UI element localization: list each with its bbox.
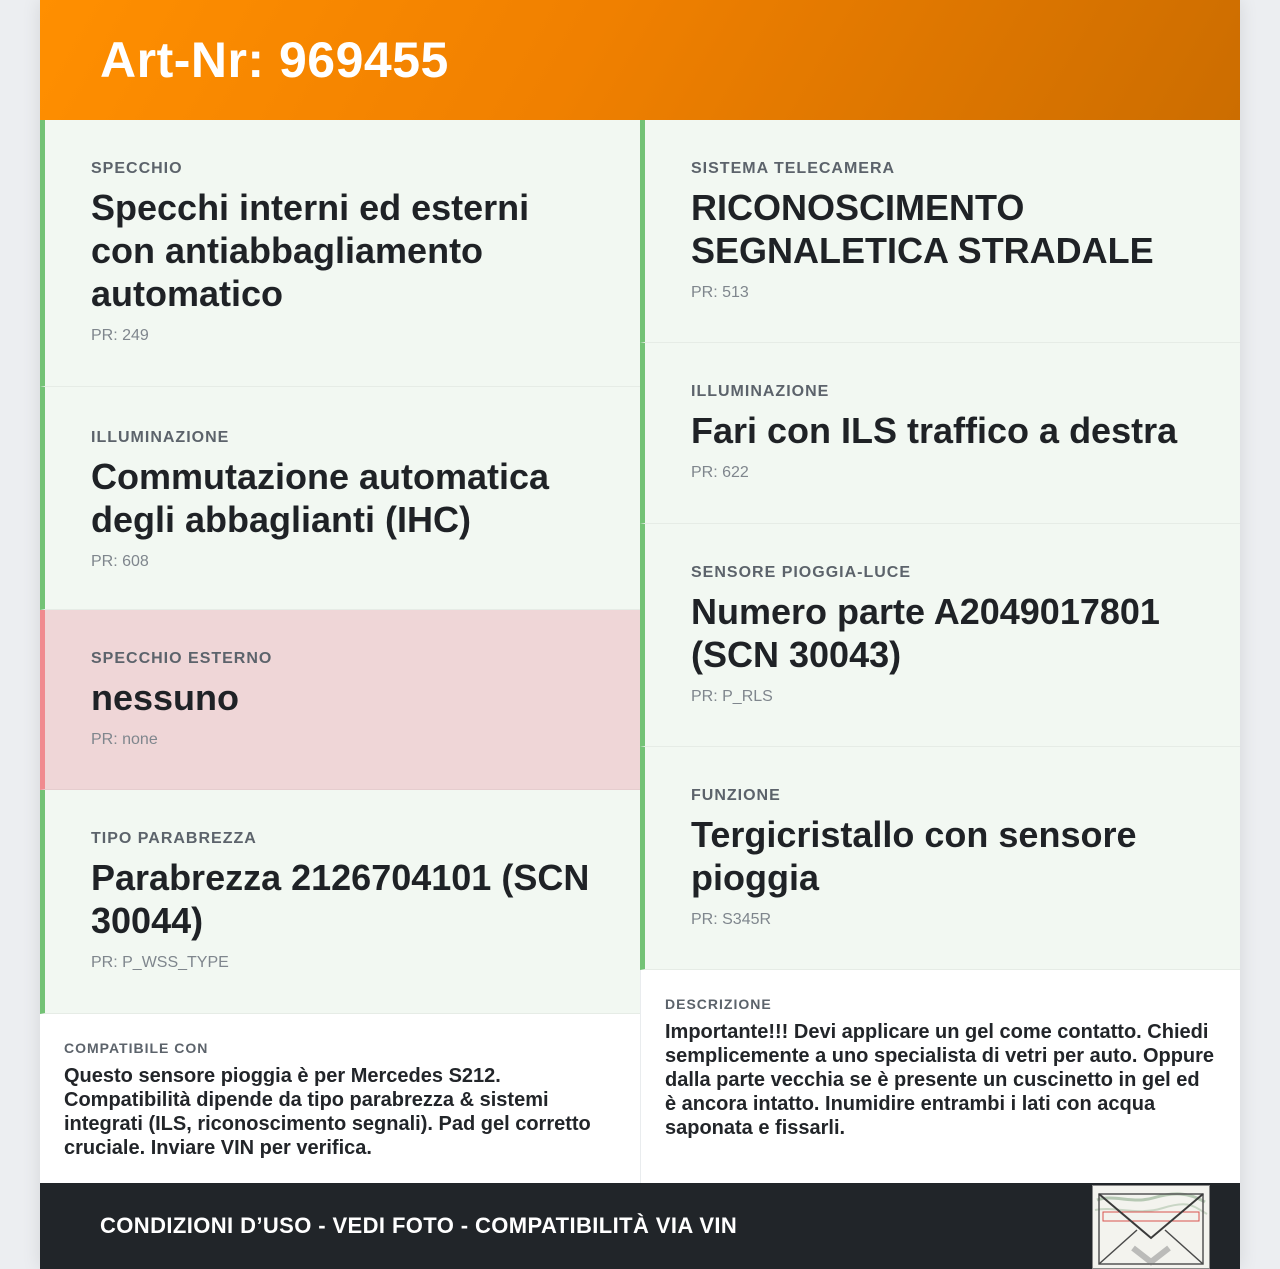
compatibility-label: COMPATIBILE CON <box>64 1040 209 1056</box>
description-text: Importante!!! Devi applicare un gel come contatto. Chiedi semplicemente a uno specialista di vetri per auto. Oppure dalla parte vecchia se è presente un cuscinetto in gel ed è ancora intatto. Inumidire entrambi i lati con acqua saponata e fissarli. <box>665 1021 1215 1139</box>
spec-card-illuminazione-fari <box>640 343 1240 524</box>
spec-value: Tergicristallo con sensore pioggia <box>691 814 1137 898</box>
spec-card-specchio <box>40 120 640 387</box>
description-section <box>640 970 1240 1184</box>
spec-pr-code: PR: S345R <box>691 911 772 928</box>
spec-value: RICONOSCIMENTO SEGNALETICA STRADALE <box>691 187 1154 271</box>
spec-value: Numero parte A2049017801 (SCN 30043) <box>691 591 1160 675</box>
left-column <box>40 120 640 1184</box>
spec-value: Parabrezza 2126704101 (SCN 30044) <box>91 857 590 941</box>
spec-category: SPECCHIO <box>91 160 183 177</box>
spec-pr-code: PR: 622 <box>691 464 749 481</box>
spec-card-sensore-pioggia <box>640 524 1240 747</box>
spec-card-sistema-telecamera <box>640 120 1240 343</box>
page <box>40 0 1240 1269</box>
spec-pr-code: PR: 513 <box>691 284 749 301</box>
spec-pr-code: PR: P_RLS <box>691 688 773 705</box>
spec-pr-code: PR: 608 <box>91 553 149 570</box>
description-label: DESCRIZIONE <box>665 996 772 1012</box>
spec-pr-code: PR: none <box>91 731 158 748</box>
spec-category: SPECCHIO ESTERNO <box>91 650 273 667</box>
spec-value: Commutazione automatica degli abbaglianti (IHC) <box>91 456 550 540</box>
spec-value: nessuno <box>91 677 240 718</box>
header-banner <box>40 0 1240 120</box>
document-photo-thumbnail[interactable] <box>1092 1185 1210 1269</box>
spec-category: FUNZIONE <box>691 787 781 804</box>
footer-text: CONDIZIONI D’USO - VEDI FOTO - COMPATIBILITÀ VIA VIN <box>100 1213 738 1238</box>
envelope-photo-icon <box>1093 1186 1209 1268</box>
spec-category: ILLUMINAZIONE <box>691 383 830 400</box>
spec-card-tipo-parabrezza <box>40 790 640 1014</box>
spec-value: Specchi interni ed esterni con antiabbagliamento automatico <box>91 187 530 314</box>
spec-category: SISTEMA TELECAMERA <box>691 160 896 177</box>
compatibility-text: Questo sensore pioggia è per Mercedes S212. Compatibilità dipende da tipo parabrezza & sistemi integrati (ILS, riconoscimento segnali). Pad gel corretto cruciale. Inviare VIN per verifica. <box>64 1065 591 1159</box>
spec-category: SENSORE PIOGGIA-LUCE <box>691 564 912 581</box>
spec-columns <box>40 120 1240 1184</box>
spec-card-illuminazione <box>40 387 640 610</box>
spec-value: Fari con ILS traffico a destra <box>691 410 1178 451</box>
spec-category: TIPO PARABREZZA <box>91 830 257 847</box>
spec-card-specchio-esterno <box>40 610 640 790</box>
right-column <box>640 120 1240 1184</box>
spec-category: ILLUMINAZIONE <box>91 429 230 446</box>
footer-bar <box>40 1183 1240 1269</box>
spec-card-funzione <box>640 747 1240 970</box>
article-number-title: Art-Nr: 969455 <box>100 32 449 88</box>
spec-pr-code: PR: 249 <box>91 327 149 344</box>
spec-pr-code: PR: P_WSS_TYPE <box>91 954 229 971</box>
compatibility-section <box>40 1014 640 1184</box>
